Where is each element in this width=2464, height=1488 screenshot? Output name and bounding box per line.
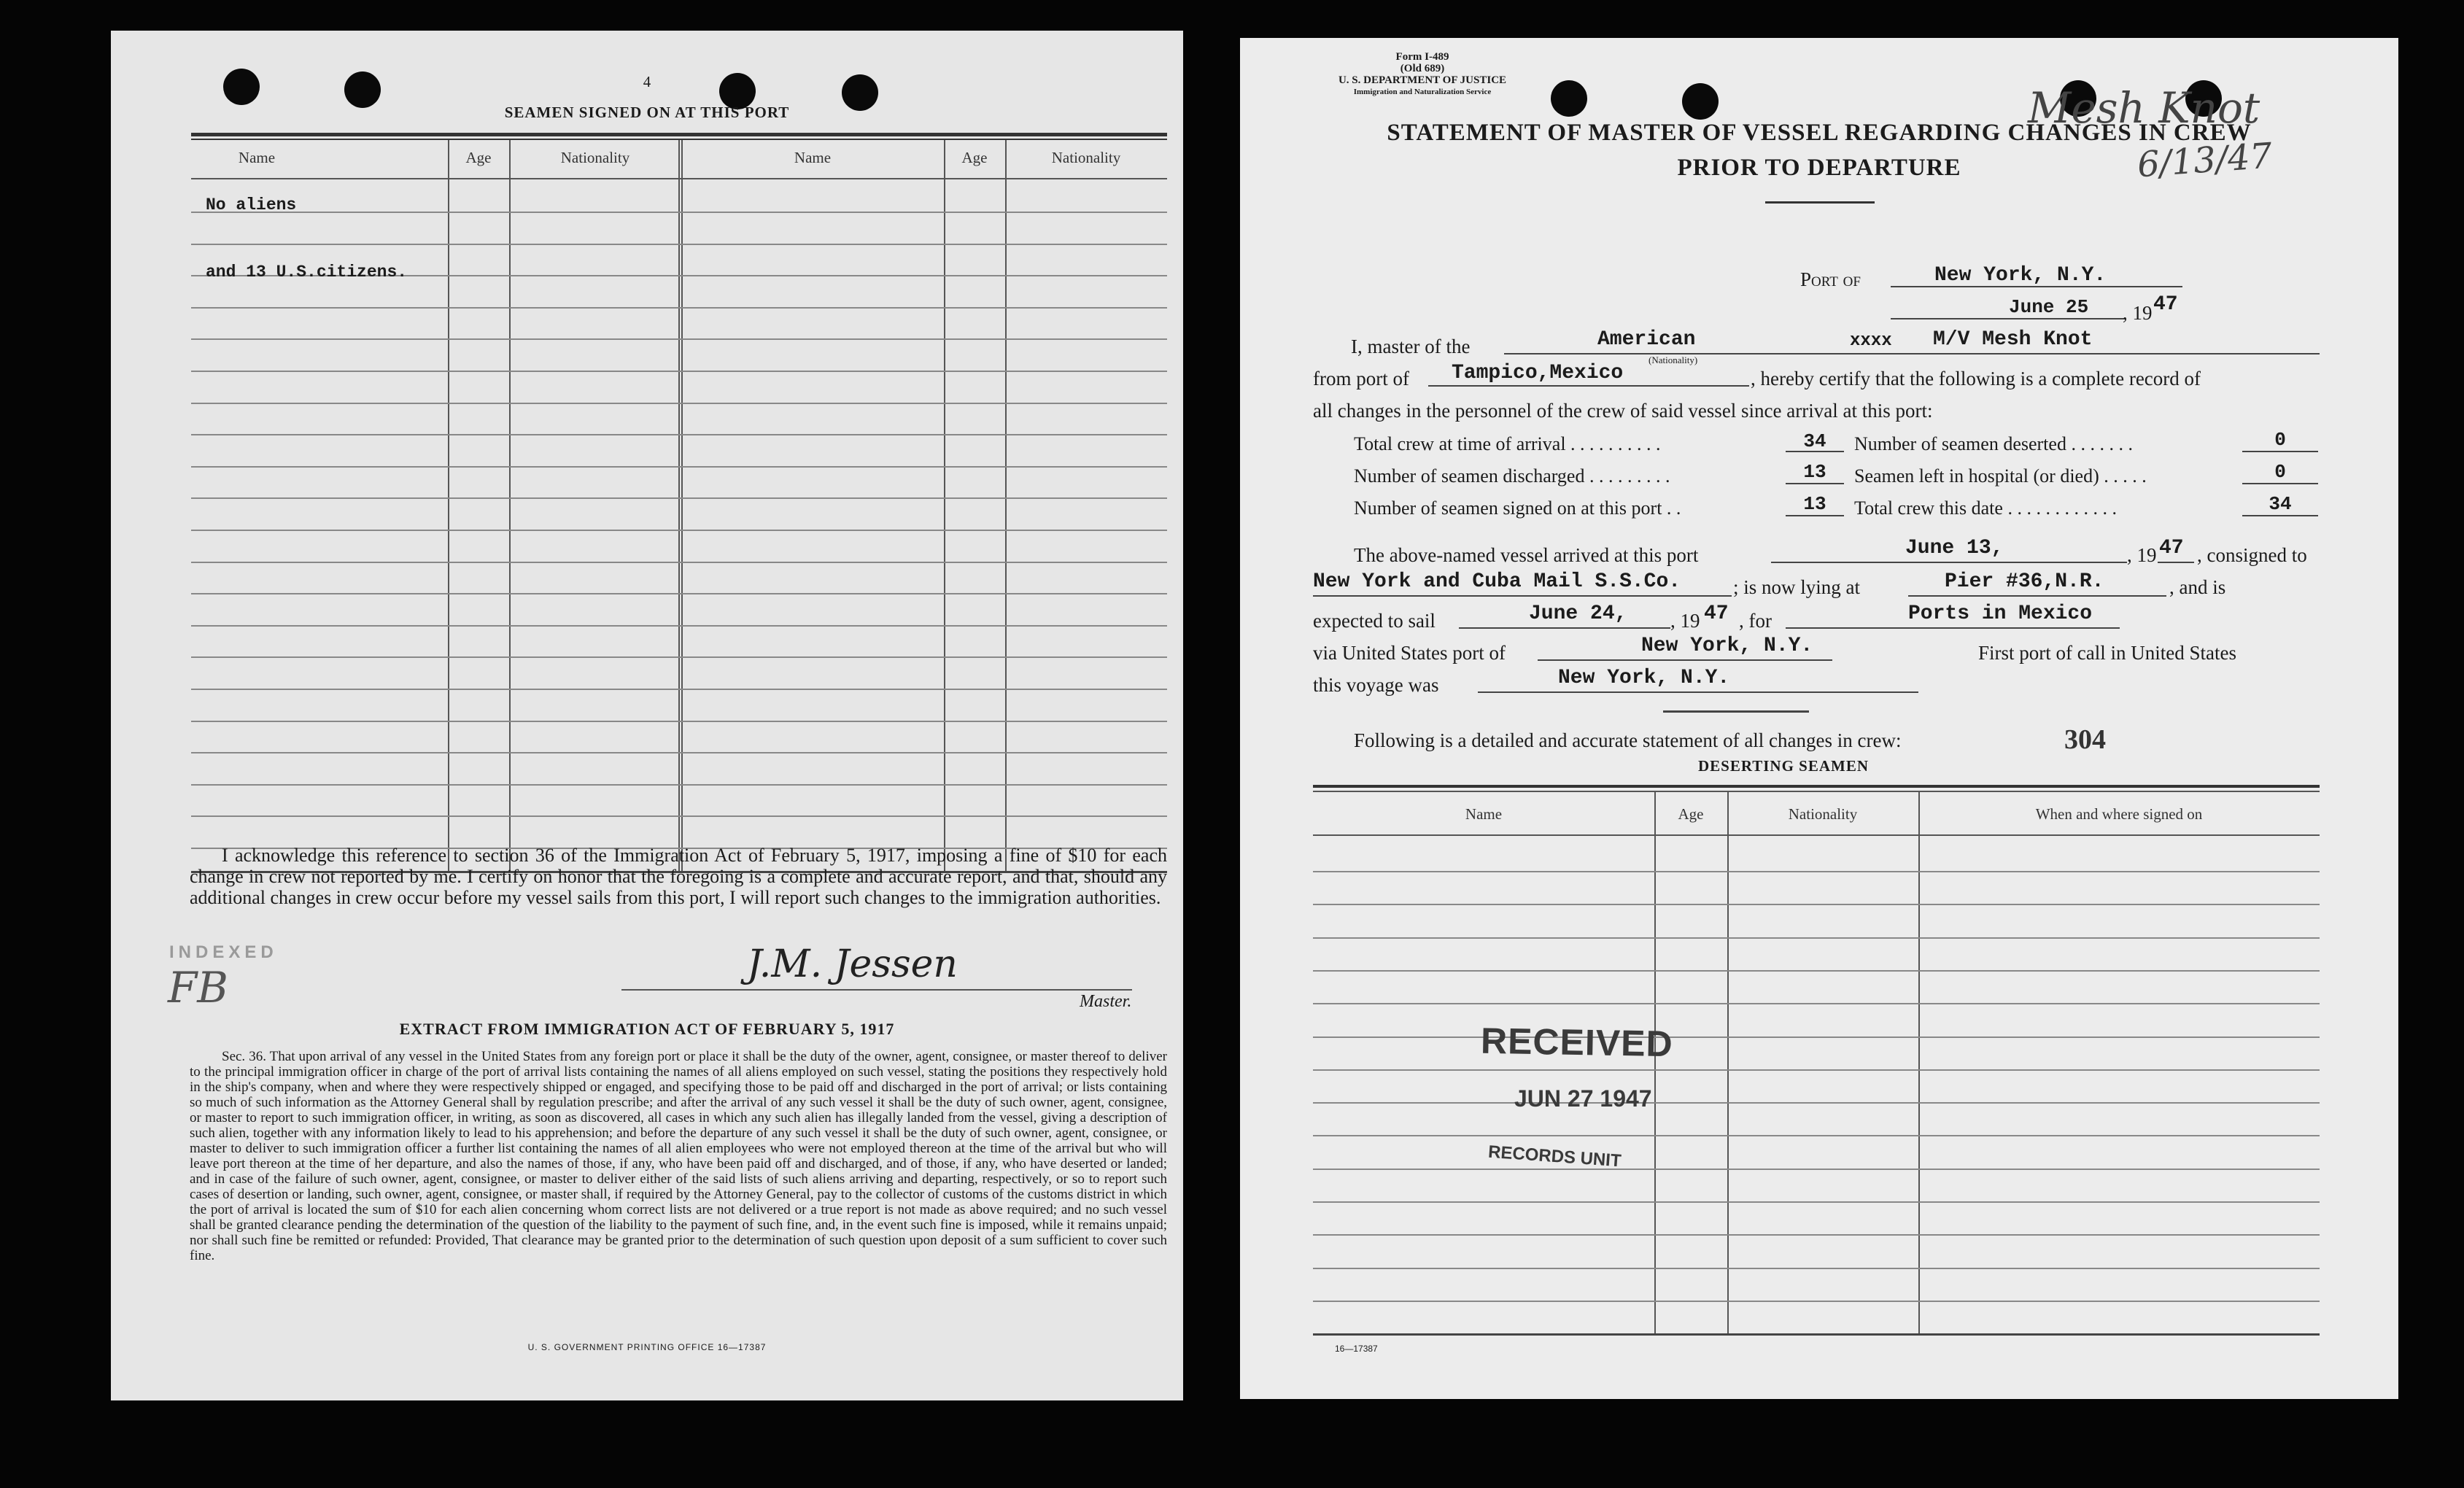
all-changes-text: all changes in the personnel of the crew of said vessel since arrival at this port:: [1313, 400, 1933, 422]
row-rule: [191, 466, 1167, 468]
row-rule: [1313, 1036, 2320, 1038]
stat-label: Seamen left in hospital (or died) . . . . .: [1854, 465, 2147, 487]
extract-text: Sec. 36. That upon arrival of any vessel in the United States from any foreign port or place it shall be the duty of the owner, agent, consignee, or master thereof to deliver to the principal immigration officer in charge of the port of arrival lists containing the names of all aliens employed on such vessel, stating the positions they respectively hold in the ship's company, when and where they were respectively shipped or engaged, and specifying those to be paid off and discharged in the port of arrival; or lists containing so much of such information as the Attorney General shall by regulation prescribe; and after the arrival of any such vessel it shall be the duty of such owner, agent, consignee, or master to report to such immigration officer, in writing, as soon as discovered, all cases in which any such alien has illegally landed from the vessel, giving a description of such alien, together with any information likely to lead to his apprehension; and before the departure of any such vessel it shall be the duty of such owner, agent, consignee, or master to deliver to such immigration officer a further list containing the names of all alien employees who were not employed thereon at the time of the arrival but who will leave port thereon at the time of her departure, and also the names of those, if any, who have been paid off and discharged, and of those, if any, who have deserted or landed; and in case of the failure of such owner, agent, consignee, or master to deliver either of the said lists of such aliens arriving and departing, respectively, or so to report such cases of desertion or landing, such owner, agent, consignee, or master shall, if required by the Attorney General, pay to the collector of customs of the customs district in which the port of arrival is located the sum of $10 for each alien concerning whom correct lists are not delivered or a true report is not made as above required; and no such vessel shall be granted clearance pending the determination of the question of the liability to the payment of such fine, and, in the event such fine is imposed, while it remains unpaid; nor shall such fine be remitted or refunded: Provided, That clearance may be granted prior to the determination of such question upon deposit of a sum sufficient to cover such fine.: [190, 1049, 1167, 1263]
form-footer: 16—17387: [1335, 1344, 1378, 1354]
vessel-field-line: [1504, 353, 2320, 354]
stat-value: 0: [2274, 461, 2286, 483]
vessel-name: M/V Mesh Knot: [1933, 328, 2093, 351]
col-divider: [1727, 792, 1729, 1333]
col-divider: [509, 140, 511, 871]
arrived-date-line: [1771, 562, 2127, 563]
date-field-line: [1891, 318, 2124, 319]
row-rule: [191, 593, 1167, 594]
nationality-caption: (Nationality): [1649, 354, 1698, 365]
initials: FB: [168, 963, 228, 1012]
from-port-value: Tampico,Mexico: [1452, 362, 1624, 384]
and-is-label: , and is: [2169, 576, 2226, 598]
records-unit-stamp: RECORDS UNIT: [1487, 1142, 1622, 1171]
arrived-year-line: [2158, 562, 2194, 563]
stamp-number: 304: [2064, 724, 2106, 755]
row-rule: [191, 784, 1167, 786]
sail-date: June 24,: [1529, 602, 1627, 625]
right-page: [1240, 38, 2398, 1399]
arrived-year: 47: [2159, 537, 2184, 559]
col-header: Nationality: [1788, 805, 1858, 823]
col-header: Name: [794, 149, 832, 166]
stat-label: Total crew this date . . . . . . . . . . . .: [1854, 497, 2117, 519]
master-signature: J.M. Jessen: [747, 942, 958, 986]
row-rule: [1313, 970, 2320, 972]
col-header: Name: [1465, 805, 1503, 823]
sail-year-prefix: , 19: [1670, 610, 1700, 632]
row-rule: [1313, 1102, 2320, 1104]
title-rule: [1765, 201, 1875, 204]
row-rule: [191, 338, 1167, 340]
master-of-label: I, master of the: [1351, 336, 1471, 357]
row-rule: [191, 625, 1167, 627]
col-divider: [1005, 140, 1007, 871]
row-rule: [1313, 1135, 2320, 1136]
stat-label: Number of seamen discharged . . . . . . . . .: [1354, 465, 1670, 487]
first-call-port: New York, N.Y.: [1558, 667, 1730, 689]
consignee: New York and Cuba Mail S.S.Co.: [1313, 570, 1681, 593]
struck-text: xxxx: [1850, 331, 1892, 351]
stat-label: Number of seamen deserted . . . . . . .: [1854, 433, 2133, 454]
row-rule: [1313, 1234, 2320, 1236]
signature-line: [621, 989, 1132, 991]
master-label: Master.: [1080, 992, 1132, 1011]
voyage-label: this voyage was: [1313, 674, 1439, 696]
col-header: Age: [1678, 805, 1704, 823]
row-rule: [191, 371, 1167, 372]
row-rule: [191, 212, 1167, 213]
stat-line: [1786, 483, 1844, 484]
left-page: [111, 31, 1183, 1400]
row-rule: [1313, 1268, 2320, 1269]
col-header: Age: [465, 149, 492, 166]
date-value: June 25: [2009, 296, 2089, 318]
following-label: Following is a detailed and accurate statement of all changes in crew:: [1354, 729, 1902, 751]
for-label: , for: [1739, 610, 1772, 632]
handwritten-vessel-ref: Mesh Knot: [2028, 83, 2260, 133]
year-prefix: , 19: [2123, 302, 2153, 324]
col-divider: [681, 140, 683, 871]
year-value: 47: [2153, 293, 2178, 316]
punch-hole: [1551, 80, 1587, 117]
row-rule: [1313, 1301, 2320, 1302]
col-divider: [1918, 792, 1920, 1333]
row-rule: [191, 497, 1167, 499]
table-top-rule: [1313, 785, 2320, 788]
table-top-rule: [191, 133, 1167, 136]
row-rule: [1313, 904, 2320, 905]
table-bottom-rule: [1313, 1333, 2320, 1336]
port-value: New York, N.Y.: [1934, 264, 2107, 287]
handwritten-date: 6/13/47: [2136, 135, 2274, 186]
stat-line: [2242, 483, 2318, 484]
sail-year: 47: [1704, 602, 1729, 625]
form-old-number: (Old 689): [1400, 63, 1445, 74]
nationality-value: American: [1597, 328, 1696, 351]
via-line: [1538, 659, 1832, 661]
from-port-label: from port of: [1313, 368, 1409, 390]
row-rule: [1313, 1003, 2320, 1004]
via-label: via United States port of: [1313, 642, 1506, 664]
divider-rule: [1663, 710, 1809, 713]
arrived-year-prefix: , 19: [2127, 544, 2157, 566]
pier-line: [1908, 595, 2166, 597]
row-rule: [191, 656, 1167, 658]
table-header-rule: [1313, 834, 2320, 836]
row-rule: [191, 562, 1167, 563]
page-number: 4: [643, 73, 651, 90]
stat-label: Number of seamen signed on at this port . .: [1354, 497, 1681, 519]
printing-office-footer: U. S. GOVERNMENT PRINTING OFFICE 16—17387: [527, 1342, 767, 1352]
stat-value: 13: [1803, 493, 1826, 515]
destination: Ports in Mexico: [1908, 602, 2093, 625]
col-header: Name: [238, 149, 276, 166]
arrived-label: The above-named vessel arrived at this port: [1354, 544, 1699, 566]
destination-line: [1786, 627, 2120, 629]
via-port: New York, N.Y.: [1641, 635, 1813, 657]
section-title: SEAMEN SIGNED ON AT THIS PORT: [504, 104, 790, 121]
received-date-stamp: JUN 27 1947: [1514, 1085, 1652, 1112]
form-title-line2: PRIOR TO DEPARTURE: [1677, 155, 1961, 181]
stat-line: [1786, 515, 1844, 516]
form-header: [1313, 51, 1532, 98]
form-number: Form I-489: [1395, 51, 1449, 63]
col-header: When and where signed on: [2035, 805, 2203, 823]
row-rule: [191, 530, 1167, 531]
from-port-line: [1428, 385, 1749, 387]
lying-label: ; is now lying at: [1733, 576, 1860, 598]
deserting-title: DESERTING SEAMEN: [1697, 757, 1870, 775]
extract-title: EXTRACT FROM IMMIGRATION ACT OF FEBRUARY 5, 1917: [399, 1020, 895, 1038]
table-top-rule: [1313, 791, 2320, 792]
col-divider: [448, 140, 449, 871]
col-header: Nationality: [1051, 149, 1121, 166]
row-rule: [191, 244, 1167, 245]
row-rule: [1313, 1169, 2320, 1170]
sail-date-line: [1459, 627, 1670, 629]
row-rule: [191, 752, 1167, 753]
stat-line: [2242, 515, 2318, 516]
col-divider: [944, 140, 945, 871]
row-rule: [191, 434, 1167, 435]
port-label: Port of: [1800, 268, 1861, 290]
row-rule: [1313, 937, 2320, 939]
row-rule: [191, 689, 1167, 690]
row-rule: [1313, 1069, 2320, 1071]
arrived-date: June 13,: [1905, 537, 2004, 559]
row-rule: [191, 403, 1167, 404]
table-row: and 13 U.S.citizens.: [206, 263, 408, 282]
row-rule: [1313, 871, 2320, 872]
pier: Pier #36,N.R.: [1945, 570, 2104, 593]
first-call-line: [1478, 691, 1918, 693]
service: Immigration and Naturalization Service: [1353, 88, 1492, 96]
stat-value: 34: [2269, 493, 2292, 515]
stat-value: 0: [2274, 429, 2286, 451]
row-rule: [191, 307, 1167, 309]
stat-label: Total crew at time of arrival . . . . . . . . . .: [1354, 433, 1661, 454]
form-title-line1: STATEMENT OF MASTER OF VESSEL REGARDING CHANGES IN CREW: [1387, 120, 2252, 146]
row-rule: [1313, 1201, 2320, 1203]
stat-line: [2242, 451, 2318, 452]
indexed-stamp: INDEXED: [169, 942, 278, 962]
consigned-label: , consigned to: [2197, 544, 2307, 566]
stat-value: 13: [1803, 461, 1826, 483]
col-header: Age: [961, 149, 988, 166]
row-rule: [191, 721, 1167, 722]
stat-value: 34: [1803, 430, 1826, 452]
acknowledgment-text: I acknowledge this reference to section 36 of the Immigration Act of February 5, 1917, imposing a fine of $10 for each change in crew not reported by me. I certify on honor that the foregoing is a complete and accurate report, and that, should any additional changes in crew occur before my vessel sails from this port, I will report such changes to the immigration authorities.: [190, 845, 1167, 908]
consignee-line: [1313, 595, 1732, 597]
department: U. S. DEPARTMENT OF JUSTICE: [1338, 74, 1507, 86]
received-stamp: RECEIVED: [1480, 1020, 1674, 1065]
col-header: Nationality: [560, 149, 630, 166]
punch-hole: [1682, 83, 1719, 120]
row-rule: [191, 815, 1167, 817]
col-divider: [678, 140, 680, 871]
table-row: No aliens: [206, 195, 297, 214]
expected-label: expected to sail: [1313, 610, 1436, 632]
certify-text: , hereby certify that the following is a complete record of: [1751, 368, 2201, 390]
first-call-label: First port of call in United States: [1978, 642, 2236, 664]
